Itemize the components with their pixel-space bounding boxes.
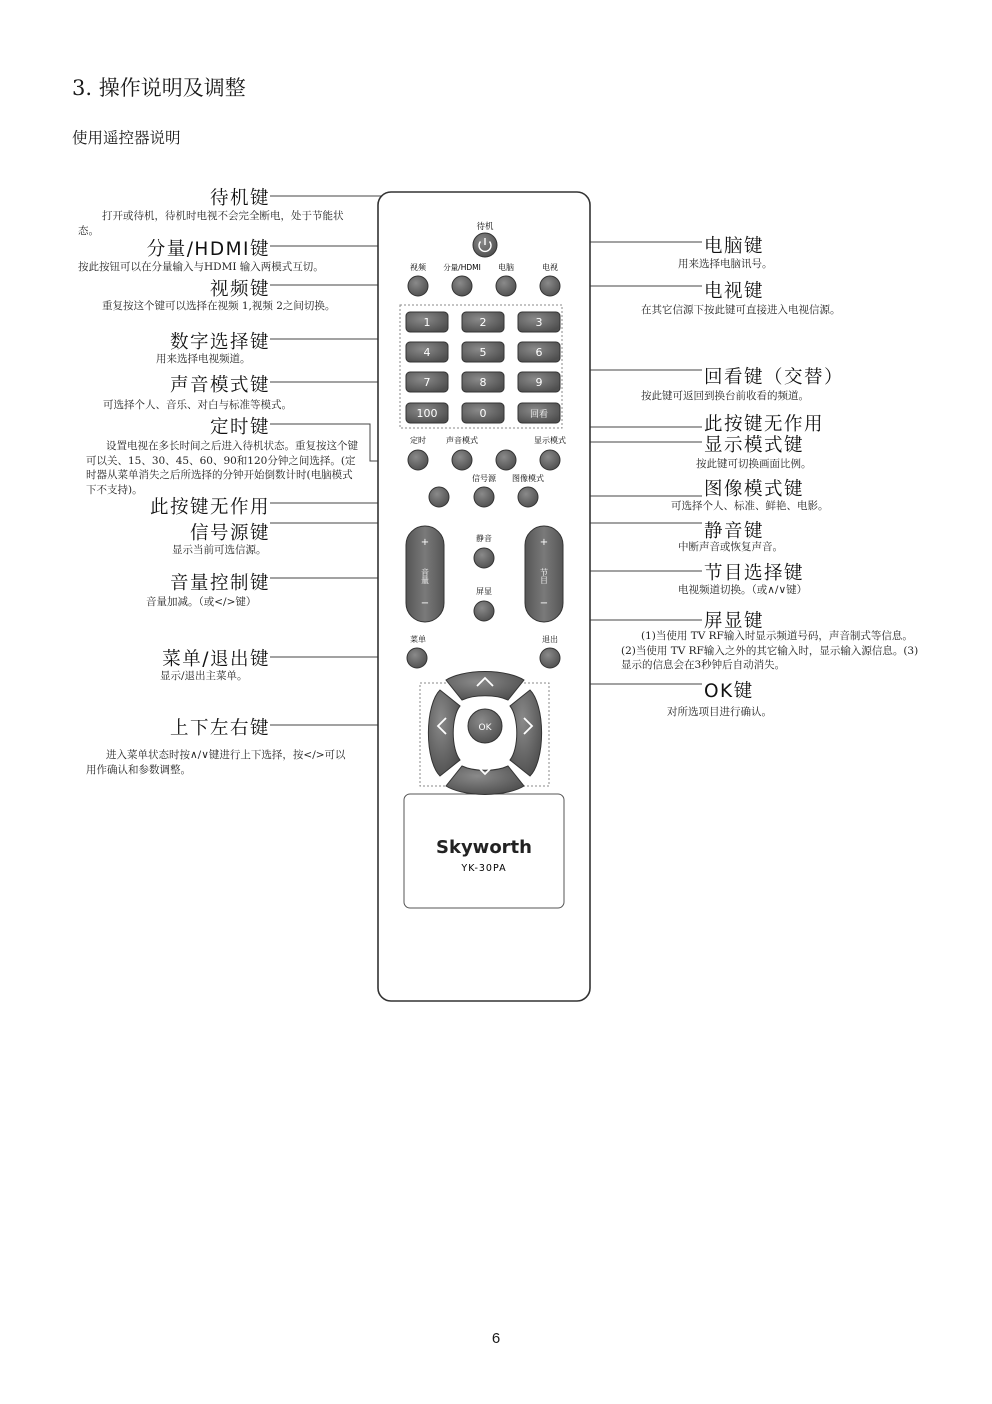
callout-title-mute: 静音键	[704, 521, 765, 542]
callout-title-source: 信号源键	[189, 523, 270, 544]
menu-button[interactable]	[407, 648, 427, 668]
callout-title-tv: 电视键	[704, 281, 765, 302]
channel-minus-icon: −	[539, 598, 549, 609]
video-label: 视频	[410, 263, 426, 272]
digit-label: 9	[535, 376, 543, 389]
callout-desc-menu-exit: 显示/退出主菜单。	[160, 670, 248, 682]
callout-desc-video: 重复按这个键可以选择在视频 1,视频 2之间切换。	[102, 300, 336, 312]
callout-desc-pc: 用来选择电脑讯号。	[678, 258, 773, 270]
callout-title-no-function-right: 此按键无作用	[704, 414, 825, 435]
display-mode-button[interactable]	[540, 450, 560, 470]
exit-label: 退出	[542, 635, 558, 644]
callout-desc-picture-mode: 可选择个人、标准、鲜艳、电影。	[671, 500, 829, 512]
digit-label: 1	[423, 316, 431, 329]
callout-title-ok: OK键	[704, 681, 754, 702]
channel-label: 节目	[539, 568, 549, 584]
tv-label: 电视	[542, 263, 558, 272]
callout-desc-mute: 中断声音或恢复声音。	[678, 541, 783, 553]
callout-title-display-mode: 显示模式键	[704, 435, 805, 456]
callout-desc-arrows: 进入菜单状态时按∧/∨键进行上下选择，按</>可以用作确认和参数调整。	[86, 749, 346, 776]
callout-desc-osd: (1)当使用 TV RF输入时显示频道号码，声音制式等信息。(2)当使用 TV RF输入之外的其它输入时，显示输入源信息。(3)显示的信息会在3秒钟后自动消失。	[621, 630, 919, 671]
tv-button[interactable]	[540, 276, 560, 296]
source-button[interactable]	[474, 487, 494, 507]
digit-label: 6	[535, 346, 543, 359]
display-mode-label: 显示模式	[534, 436, 566, 445]
menu-label: 菜单	[410, 635, 426, 644]
callout-title-picture-mode: 图像模式键	[704, 479, 805, 500]
component-hdmi-button[interactable]	[452, 276, 472, 296]
model-number: YK-30PA	[461, 863, 507, 874]
digit-label: 100	[416, 407, 438, 420]
callout-title-recall: 回看键（交替）	[704, 367, 845, 388]
callout-desc-recall: 按此键可返回到换台前收看的频道。	[641, 390, 809, 402]
digit-label: 7	[423, 376, 431, 389]
picture-mode-label: 图像模式	[512, 474, 544, 483]
brand-logo: Skyworth	[436, 837, 532, 858]
channel-plus-icon: +	[539, 537, 549, 548]
callout-desc-ok: 对所选项目进行确认。	[667, 706, 772, 718]
callout-title-menu-exit: 菜单/退出键	[162, 649, 270, 670]
callout-desc-display-mode: 按此键可切换画面比例。	[696, 458, 812, 470]
volume-minus-icon: −	[420, 598, 430, 609]
callout-title-arrows: 上下左右键	[169, 718, 270, 739]
digit-label: 4	[423, 346, 431, 359]
callout-title-volume: 音量控制键	[169, 573, 270, 594]
pc-label: 电脑	[498, 263, 514, 272]
callout-title-standby: 待机键	[209, 188, 270, 209]
callout-desc-standby: 打开或待机，待机时电视不会完全断电，处于节能状态。	[78, 210, 344, 237]
volume-plus-icon: +	[420, 537, 430, 548]
digit-label: 8	[479, 376, 487, 389]
callout-title-sound: 声音模式键	[169, 375, 270, 396]
callout-desc-sound: 可选择个人、音乐、对白与标准等模式。	[103, 399, 292, 411]
callout-desc-volume: 音量加减。（或</>键）	[146, 596, 257, 608]
timer-button[interactable]	[408, 450, 428, 470]
picture-mode-button[interactable]	[518, 487, 538, 507]
callout-title-number: 数字选择键	[169, 332, 270, 353]
digit-label: 0	[479, 407, 487, 420]
callout-desc-timer: 设置电视在多长时间之后进入待机状态。重复按这个键可以关、15、30、45、60、90和120分钟之间选择。(定时器从菜单消失之后所选择的分钟开始倒数计时(电脑模式下不支持)。	[86, 440, 358, 496]
pc-button[interactable]	[496, 276, 516, 296]
volume-label: 音量	[420, 568, 430, 584]
exit-button[interactable]	[540, 648, 560, 668]
callout-title-no-function-left: 此按键无作用	[149, 497, 270, 518]
mute-label: 静音	[476, 534, 492, 543]
video-button[interactable]	[408, 276, 428, 296]
callout-desc-source: 显示当前可选信源。	[172, 544, 267, 556]
callout-title-pc: 电脑键	[704, 236, 765, 257]
page-subtitle: 使用遥控器说明	[72, 129, 181, 147]
mute-button[interactable]	[474, 548, 494, 568]
direction-pad	[428, 672, 541, 795]
callout-title-component: 分量/HDMI键	[146, 239, 270, 260]
page-number: 6	[491, 1330, 501, 1347]
component-label: 分量/HDMI	[443, 263, 481, 272]
power-label: 待机	[476, 222, 494, 232]
sound-mode-button[interactable]	[452, 450, 472, 470]
digit-label: 2	[479, 316, 487, 329]
callout-title-video: 视频键	[209, 279, 270, 300]
number-keypad	[406, 312, 560, 423]
osd-button[interactable]	[474, 601, 494, 621]
recall-label: 回看	[529, 410, 549, 420]
callout-desc-number: 用来选择电视频道。	[156, 353, 251, 365]
callout-title-channel: 节目选择键	[704, 563, 805, 584]
ok-label: OK	[478, 723, 492, 733]
source-label: 信号源	[472, 474, 496, 483]
section-title: 3. 操作说明及调整	[72, 76, 246, 100]
down-button[interactable]	[446, 766, 524, 794]
sound-mode-label: 声音模式	[446, 436, 478, 445]
callout-desc-tv: 在其它信源下按此键可直接进入电视信源。	[641, 304, 841, 316]
unused-button-left[interactable]	[429, 487, 449, 507]
digit-label: 3	[535, 316, 543, 329]
callout-desc-channel: 电视频道切换。（或∧/∨键）	[678, 584, 808, 596]
callout-title-timer: 定时键	[209, 417, 270, 438]
osd-label: 屏显	[476, 587, 492, 596]
callout-desc-component: 按此按钮可以在分量输入与HDMI 输入两模式互切。	[78, 261, 324, 273]
digit-label: 5	[479, 346, 487, 359]
callout-title-osd: 屏显键	[704, 611, 765, 632]
up-button[interactable]	[446, 672, 524, 700]
unused-button-right[interactable]	[496, 450, 516, 470]
timer-label: 定时	[410, 436, 426, 445]
